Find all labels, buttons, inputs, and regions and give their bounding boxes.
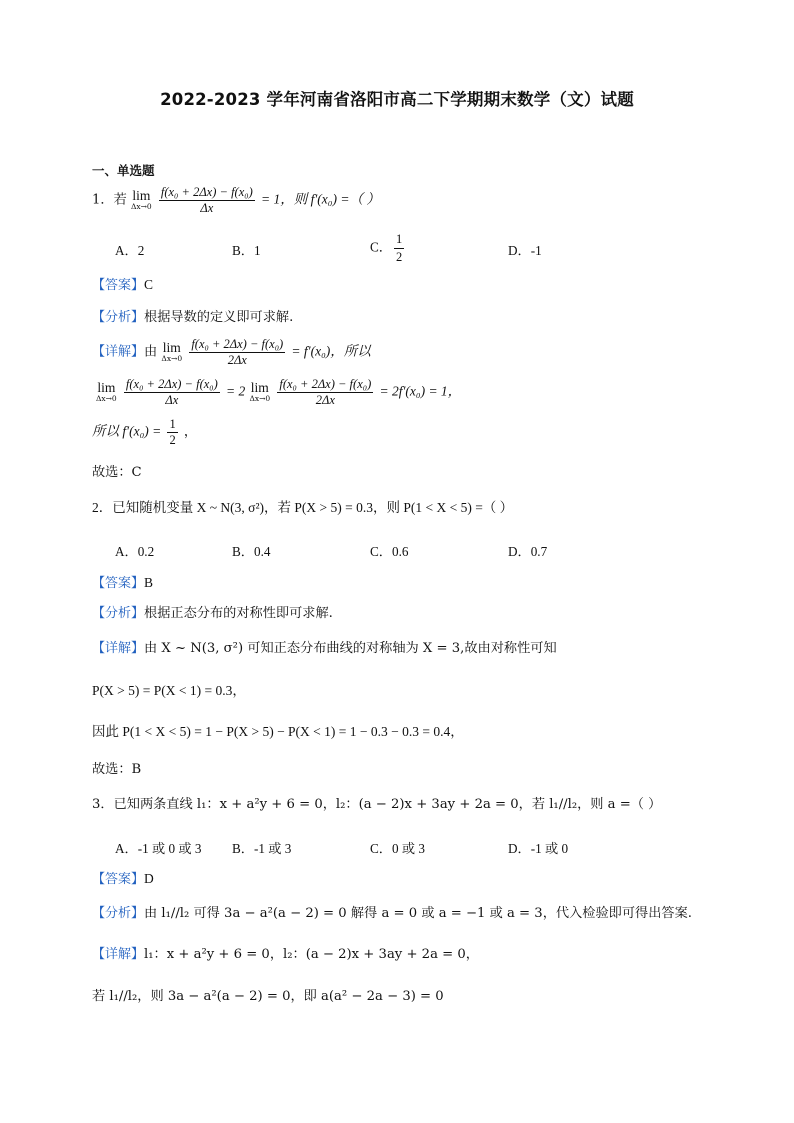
question-1-stem	[92, 186, 380, 214]
limit-symbol: lim Δx→0	[130, 187, 152, 212]
q2-answer: 【答案】B	[92, 575, 154, 591]
section-heading: 一、单选题	[92, 163, 155, 178]
page-title: 2022-2023 学年河南省洛阳市高二下学期期末数学（文）试题	[160, 90, 634, 109]
question-1-number: 1．若	[92, 192, 127, 208]
q2-detail-line1: 【详解】由 X ~ N(3, σ²) 可知正态分布曲线的对称轴为 X = 3,故由对称性可知	[92, 641, 557, 656]
q1-choice: 故选：C	[92, 465, 142, 480]
q3-analysis: 【分析】由 l₁//l₂ 可得 3a − a²(a − 2) = 0 解得 a = 0 或 a = −1 或 a = 3，代入检验即可得出答案.	[92, 906, 692, 921]
question-1-tail: = 1，则 f′(x₀) =（ ）	[260, 191, 380, 207]
question-3-stem: 3．已知两条直线 l₁：x + a²y + 6 = 0，l₂：(a − 2)x + 3ay + 2a = 0，若 l₁//l₂，则 a =（ ）	[92, 797, 662, 812]
q2-option-c: C．0.6	[370, 544, 409, 559]
q1-option-a: A．2	[115, 243, 145, 258]
q2-option-d: D．0.7	[508, 544, 548, 559]
q2-detail-line3: 因此 P(1 < X < 5) = 1 − P(X > 5) − P(X < 1) = 1 − 0.3 − 0.3 = 0.4，	[92, 724, 464, 739]
q2-option-b: B．0.4	[232, 544, 271, 559]
q1-analysis: 【分析】根据导数的定义即可求解.	[92, 310, 294, 325]
q2-option-a: A．0.2	[115, 544, 155, 559]
q3-option-b: B．-1 或 3	[232, 841, 292, 856]
question-2-stem: 2．已知随机变量 X ~ N(3, σ²)，若 P(X > 5) = 0.3，则 P(1 < X < 5) =（ ）	[92, 500, 514, 515]
q2-detail-line2: P(X > 5) = P(X < 1) = 0.3，	[92, 683, 246, 698]
q2-analysis: 【分析】根据正态分布的对称性即可求解.	[92, 606, 333, 621]
q1-detail-line3: 所以 f′(x₀) = $\frac{1}{2}$ ，	[92, 417, 198, 447]
q1-detail-line1: 【详解】由 lim Δx→0 $\frac{\text{f(x₀ + 2Δx) − f(x₀)}}{2\Delta x}$ = f′(x₀)，所以	[92, 337, 371, 367]
q3-detail-line2: 若 l₁//l₂，则 3a − a²(a − 2) = 0，即 a(a² − 2a − 3) = 0	[92, 989, 444, 1004]
q1-answer: 【答案】C	[92, 277, 154, 293]
q3-answer: 【答案】D	[92, 871, 154, 887]
limit-fraction: $\frac{\text{f(x₀ + 2Δx) − f(x₀)}}{\Delta x}$	[160, 185, 253, 215]
q3-detail-line1: 【详解】l₁：x + a²y + 6 = 0，l₂：(a − 2)x + 3ay + 2a = 0，	[92, 947, 479, 962]
q3-option-c: C．0 或 3	[370, 841, 425, 856]
q3-option-d: D．-1 或 0	[508, 841, 569, 856]
q2-choice: 故选：B	[92, 762, 142, 777]
q1-option-c: C． $\frac{1}{2}$	[370, 232, 403, 264]
q3-option-a: A．-1 或 0 或 3	[115, 841, 202, 856]
q1-option-b: B．1	[232, 243, 261, 258]
q1-option-d: D．-1	[508, 243, 542, 258]
q1-detail-line2: lim Δx→0 $\frac{\text{f(x₀ + 2Δx) − f(x₀)}}{\Delta x}$ = 2 lim Δx→0 $\frac{\text{f(x₀ + 2Δx) − f(x₀)}}{2\Delta x}$ = 2f′(x₀) = 1，	[96, 377, 462, 407]
